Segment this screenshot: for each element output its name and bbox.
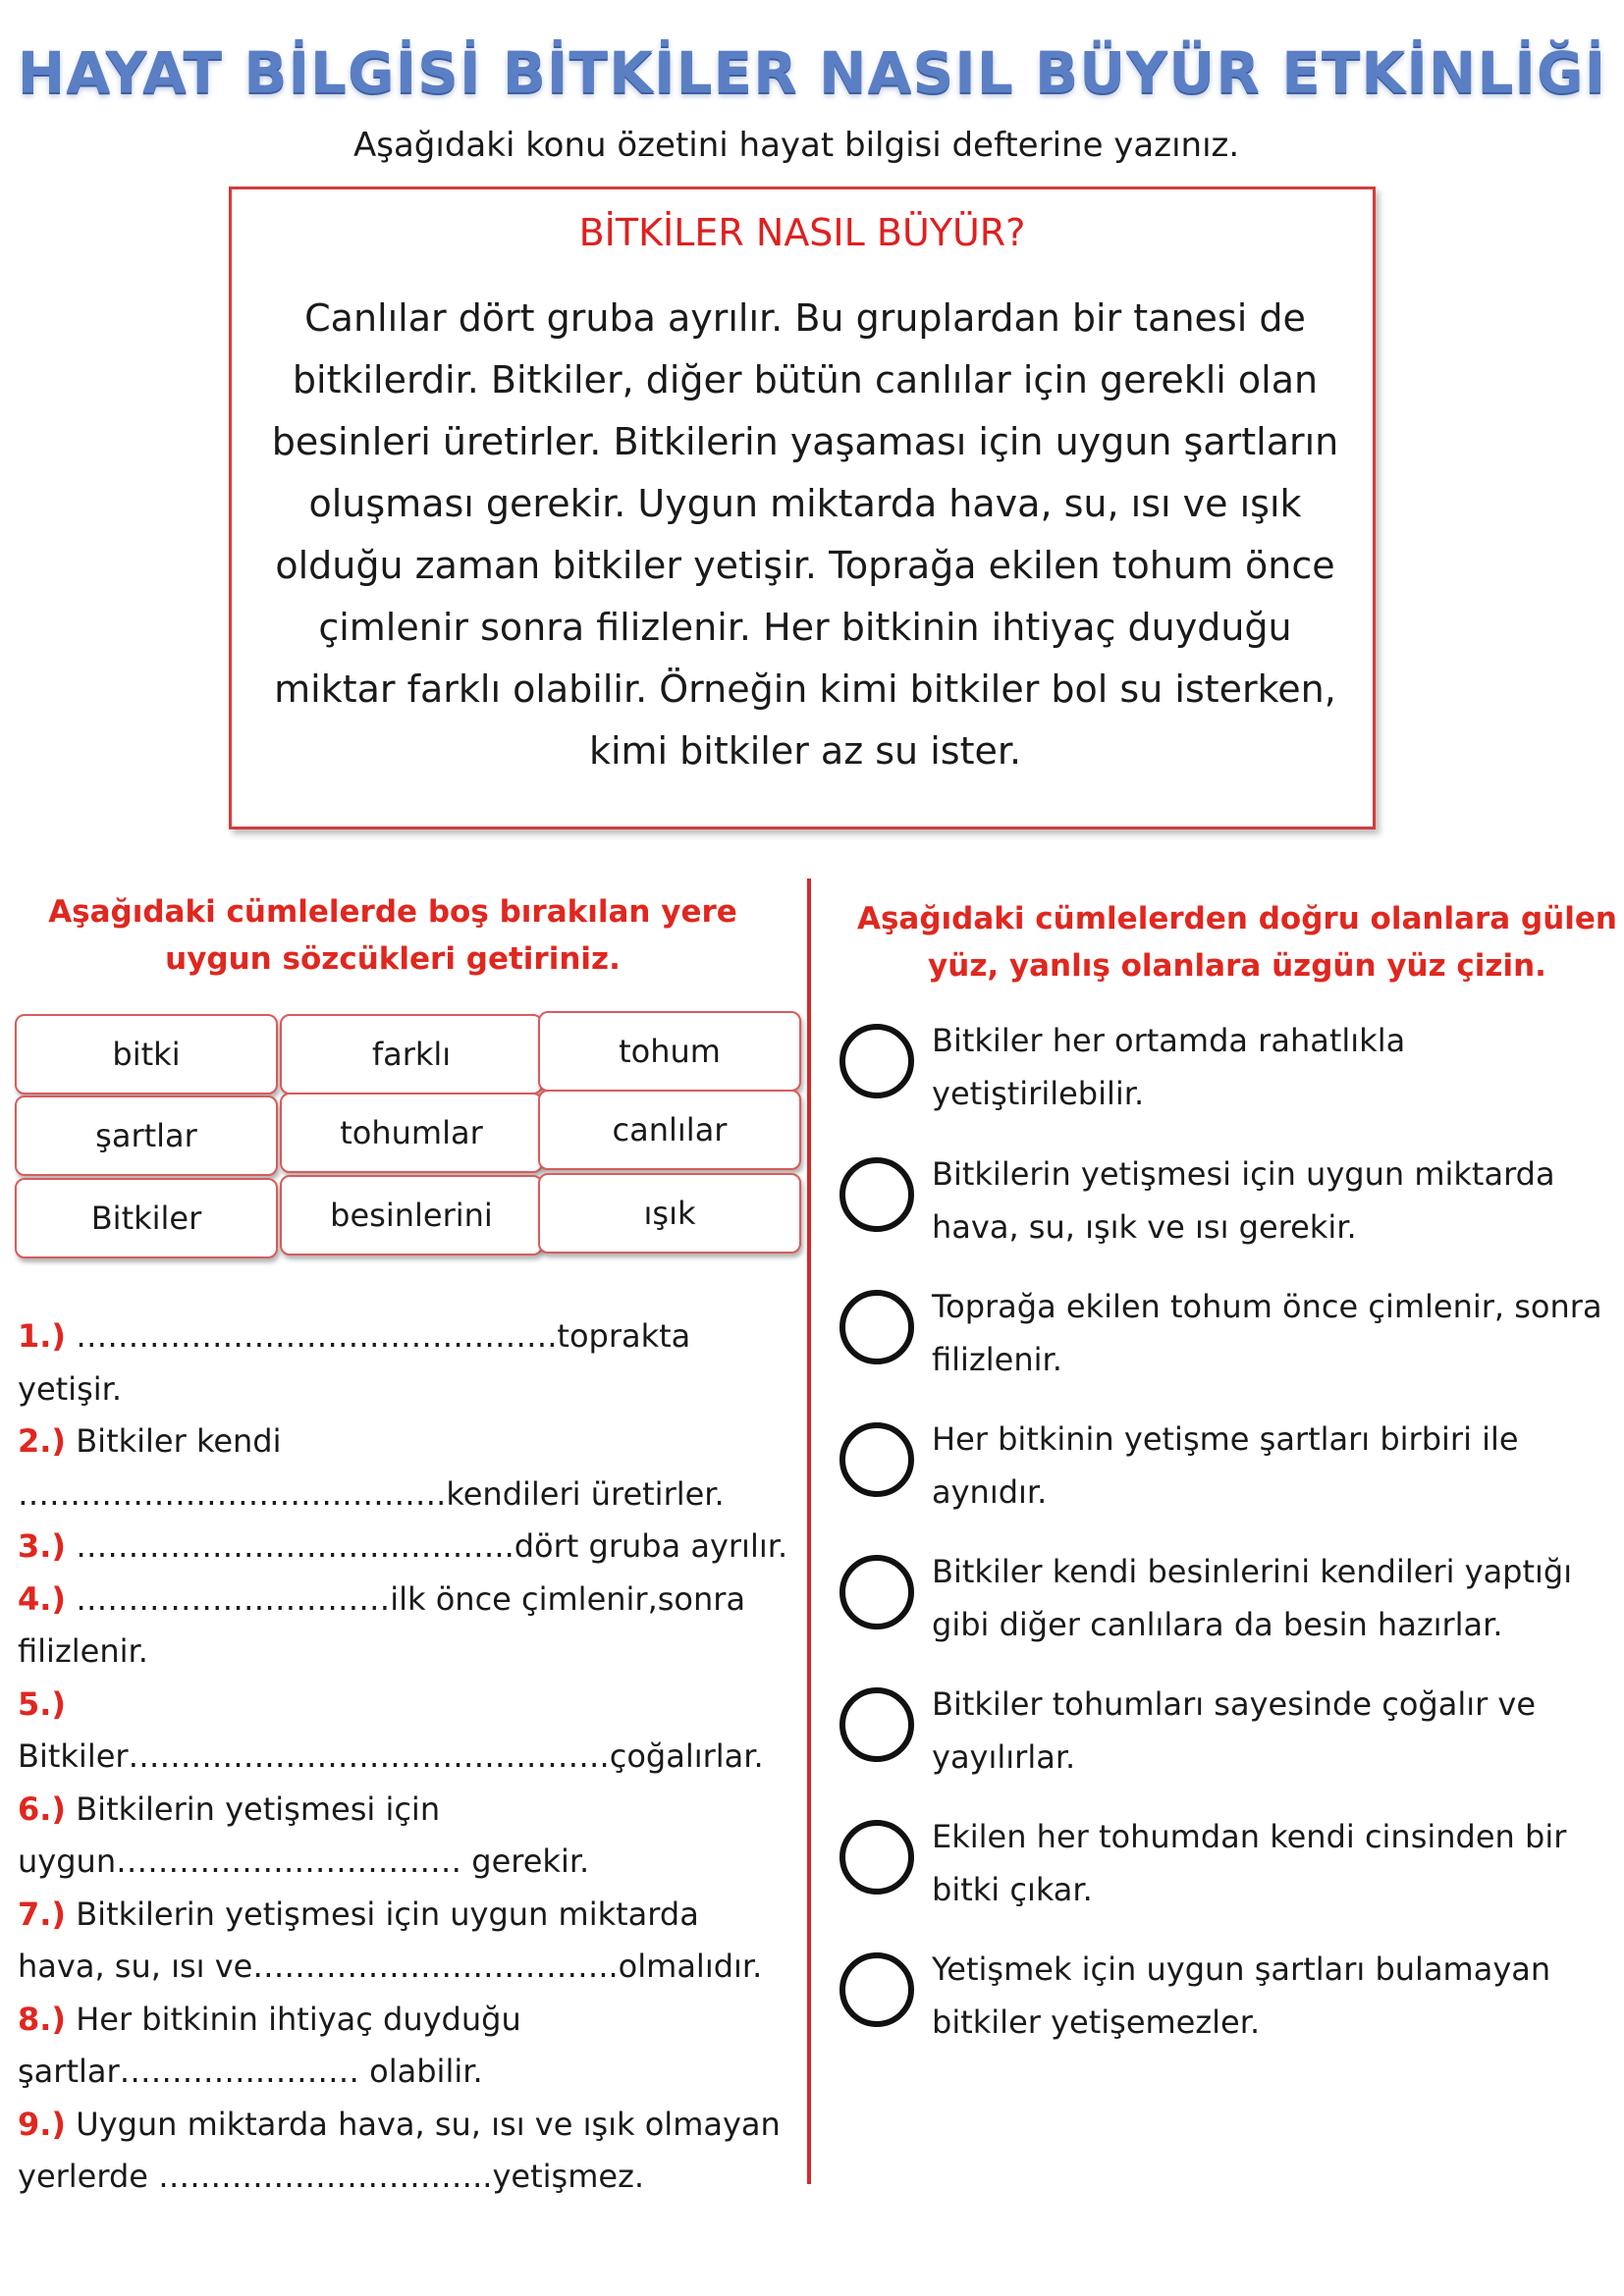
answer-circle-icon[interactable]: [839, 1157, 914, 1232]
item-text: …………………………ilk önce çimlenir,sonra filizlenir.: [18, 1579, 746, 1670]
true-false-item: [839, 1943, 1624, 2051]
word-bank-item: farklı: [280, 1014, 543, 1095]
statement-text: Ekilen her tohumdan kendi cinsinden bir bitki çıkar.: [932, 1818, 1567, 1908]
true-false-item: [839, 1545, 1624, 1653]
answer-circle-icon[interactable]: [839, 1290, 914, 1364]
fill-blank-item: [18, 2099, 793, 2204]
statement-text: Yetişmek için uygun şartları bulamayan bitkiler yetişemezler.: [932, 1950, 1551, 2041]
item-text: Bitkiler……………………………………….çoğalırlar.: [18, 1737, 764, 1775]
fill-blank-item: [18, 1679, 793, 1784]
item-number: 2.): [18, 1422, 67, 1460]
word-bank-item: ışık: [538, 1173, 801, 1254]
fill-blank-item: [18, 1784, 793, 1889]
item-text: Her bitkinin ihtiyaç duyduğu şartlar…………..……… olabilir.: [18, 2000, 521, 2090]
true-false-item: [839, 1148, 1624, 1255]
fill-blank-item: [18, 1415, 793, 1521]
column-divider: [807, 879, 811, 2184]
true-false-item: [839, 1014, 1624, 1122]
word-bank-item: tohum: [538, 1011, 801, 1092]
true-false-item: [839, 1413, 1624, 1521]
item-text: ………………………….………..dört gruba ayrılır.: [66, 1527, 788, 1565]
item-number: 7.): [18, 1895, 67, 1933]
answer-circle-icon[interactable]: [839, 1952, 914, 2027]
true-false-item: [839, 1810, 1624, 1918]
true-false-item: [839, 1280, 1624, 1388]
statement-text: Her bitkinin yetişme şartları birbiri ile aynıdır.: [932, 1420, 1519, 1511]
statement-text: Bitkiler tohumları sayesinde çoğalır ve yayılırlar.: [932, 1685, 1537, 1776]
fill-blank-list: [18, 1310, 793, 2204]
fill-blank-item: [18, 1310, 793, 1415]
word-bank-item: Bitkiler: [15, 1178, 278, 1258]
item-text: ……………………………………….toprakta yetişir.: [18, 1317, 691, 1408]
summary-title: BİTKİLER NASIL BÜYÜR?: [578, 211, 1026, 254]
statement-text: Bitkilerin yetişmesi için uygun miktarda hava, su, ışık ve ısı gerekir.: [932, 1155, 1555, 1246]
item-number: 9.): [18, 2105, 67, 2143]
summary-box: [229, 187, 1376, 829]
fill-blank-item: [18, 1994, 793, 2099]
fill-blank-item: [18, 1889, 793, 1994]
page-title: HAYAT BİLGİSİ BİTKİLER NASIL BÜYÜR ETKİNLİĞİ: [17, 39, 1607, 106]
statement-text: Bitkiler her ortamda rahatlıkla yetiştirilebilir.: [932, 1022, 1406, 1112]
word-bank-item: canlılar: [538, 1090, 801, 1170]
answer-circle-icon[interactable]: [839, 1422, 914, 1497]
word-bank-item: besinlerini: [280, 1175, 543, 1255]
item-text: Bitkiler kendi ………………………….……….kendileri üretirler.: [18, 1422, 725, 1513]
fill-blank-item: [18, 1574, 793, 1679]
answer-circle-icon[interactable]: [839, 1024, 914, 1098]
page-instruction: Aşağıdaki konu özetini hayat bilgisi defterine yazınız.: [353, 126, 1240, 165]
item-number: 5.): [18, 1684, 67, 1723]
item-text: Bitkilerin yetişmesi için uygun…………………………… gerekir.: [18, 1789, 590, 1880]
answer-circle-icon[interactable]: [839, 1820, 914, 1895]
word-bank-item: bitki: [15, 1014, 278, 1095]
item-number: 8.): [18, 2000, 67, 2038]
item-number: 1.): [18, 1317, 67, 1355]
true-false-heading: Aşağıdaki cümlelerden doğru olanlara gülen yüz, yanlış olanlara üzgün yüz çizin.: [856, 901, 1617, 984]
word-bank-item: şartlar: [15, 1095, 278, 1176]
item-text: Bitkilerin yetişmesi için uygun miktarda hava, su, ısı ve……………………………..olmalıdır.: [18, 1895, 763, 1985]
fill-blank-heading: Aşağıdaki cümlelerde boş bırakılan yere uygun sözcükleri getiriniz.: [48, 894, 737, 977]
word-bank-item: tohumlar: [280, 1093, 543, 1173]
item-number: 6.): [18, 1789, 67, 1828]
item-text: Uygun miktarda hava, su, ısı ve ışık olmayan yerlerde …………………………..yetişmez.: [18, 2105, 781, 2195]
summary-text: Canlılar dört gruba ayrılır. Bu gruplardan bir tanesi de bitkilerdir. Bitkiler, diğer bütün canlılar için gerekli olan besinleri üretirler. Bitkilerin yaşaması için uygun şartların oluşması gerekir. Uygun miktarda hava, su, ısı ve ışık olduğu zaman bitkiler yetişir. Toprağa ekilen tohum önce çimlenir sonra filizlenir. Her bitkinin ihtiyaç duyduğu miktar farklı olabilir. Örneğin kimi bitkiler bol su isterken, kimi bitkiler az su ister.: [271, 296, 1339, 773]
statement-text: Bitkiler kendi besinlerini kendileri yaptığı gibi diğer canlılara da besin hazırlar.: [932, 1553, 1573, 1643]
answer-circle-icon[interactable]: [839, 1555, 914, 1629]
fill-blank-item: [18, 1521, 793, 1574]
answer-circle-icon[interactable]: [839, 1687, 914, 1762]
item-number: 4.): [18, 1579, 67, 1618]
item-number: 3.): [18, 1527, 67, 1565]
statement-text: Toprağa ekilen tohum önce çimlenir, sonra filizlenir.: [932, 1288, 1602, 1378]
true-false-item: [839, 1678, 1624, 1786]
